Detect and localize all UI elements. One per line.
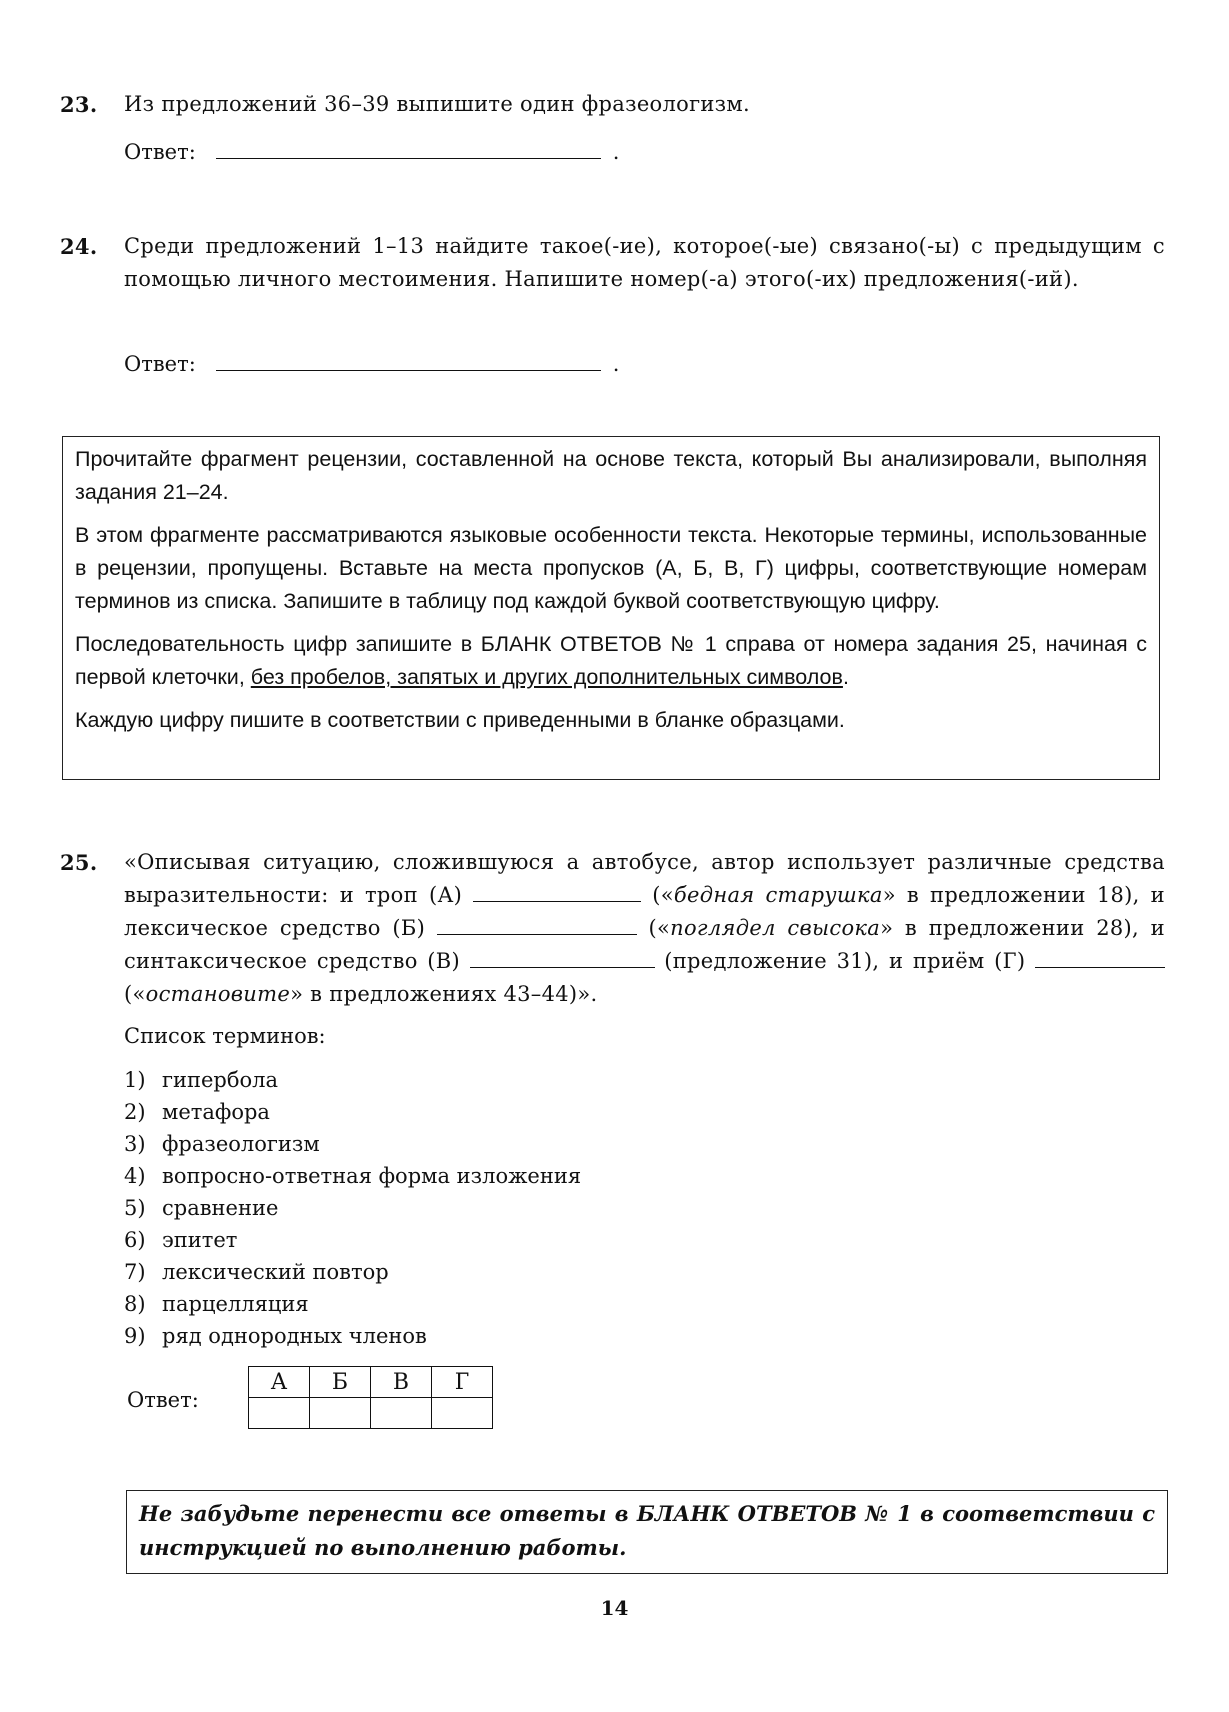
quote-open: («	[652, 883, 674, 907]
answer-cell[interactable]	[371, 1398, 432, 1429]
answer-label: Ответ:	[124, 352, 196, 376]
term-number: 9)	[124, 1324, 146, 1348]
instruction-paragraph	[75, 628, 1147, 694]
term-number: 3)	[124, 1132, 146, 1156]
page-number: 14	[600, 1596, 629, 1620]
term-number: 8)	[124, 1292, 146, 1316]
review-text: «Описывая ситуацию, сложившуюся а автобусе, автор использует различные средства выразительности: и троп (А)	[124, 850, 1165, 907]
answer-cell[interactable]	[432, 1398, 493, 1429]
gap-c[interactable]	[470, 949, 655, 968]
task-25	[60, 846, 1165, 1011]
list-item	[124, 1320, 581, 1352]
letter-cell: Г	[432, 1367, 493, 1398]
instruction-box	[62, 436, 1160, 780]
review-text: » в предложении 18), и лексическое средство (Б)	[124, 883, 1165, 940]
answer-label: Ответ:	[124, 140, 196, 164]
term-number: 5)	[124, 1196, 146, 1220]
term-number: 2)	[124, 1100, 146, 1124]
letter-cell: В	[371, 1367, 432, 1398]
quote-open: («	[124, 982, 146, 1006]
task-text: Среди предложений 1–13 найдите такое(-ие), которое(-ые) связано(-ы) с предыдущим с помощью личного местоимения. Напишите номер(-а) этого(-их) предложения(-ий).	[124, 234, 1165, 291]
task-23	[60, 88, 1165, 121]
term-text: вопросно-ответная форма изложения	[162, 1164, 582, 1188]
answer-line[interactable]	[216, 352, 601, 371]
instruction-paragraph: В этом фрагменте рассматриваются языковые особенности текста. Некоторые термины, использованные в рецензии, пропущены. Вставьте на места пропусков (А, Б, В, Г) цифры, соответствующие номерам терминов из списка. Запишите в таблицу под каждой буквой соответствующую цифру.	[75, 523, 1147, 613]
term-text: гипербола	[162, 1068, 279, 1092]
task-text	[124, 846, 1165, 1011]
review-text: » в предложениях 43–44)».	[290, 982, 598, 1006]
gap-d[interactable]	[1035, 949, 1165, 968]
quote-italic: поглядел свысока	[670, 916, 881, 940]
instruction-text-end: .	[842, 665, 849, 689]
list-item	[124, 1128, 581, 1160]
instruction-text: Последовательность цифр запишите в БЛАНК ОТВЕТОВ № 1 справа от номера задания 25, начиная с первой клеточки,	[75, 632, 1147, 689]
term-text: лексический повтор	[162, 1260, 389, 1284]
list-item	[124, 1256, 581, 1288]
gap-a[interactable]	[473, 883, 641, 902]
quote-open: («	[648, 916, 671, 940]
term-text: парцелляция	[162, 1292, 309, 1316]
term-number: 6)	[124, 1228, 146, 1252]
list-item	[124, 1288, 581, 1320]
list-item	[124, 1064, 581, 1096]
term-text: ряд однородных членов	[162, 1324, 427, 1348]
task-number: 24.	[60, 234, 98, 259]
term-text: эпитет	[162, 1228, 238, 1252]
list-item	[124, 1096, 581, 1128]
instruction-paragraph: Прочитайте фрагмент рецензии, составленной на основе текста, который Вы анализировали, выполняя задания 21–24.	[75, 447, 1147, 504]
term-number: 1)	[124, 1068, 146, 1092]
answer-label: Ответ:	[127, 1388, 199, 1412]
instruction-underlined: без пробелов, запятых и других дополнительных символов	[250, 665, 843, 689]
answer-cell[interactable]	[310, 1398, 371, 1429]
answer-period: .	[612, 140, 620, 164]
term-text: фразеологизм	[162, 1132, 320, 1156]
terms-list	[124, 1064, 581, 1352]
task-text: Из предложений 36–39 выпишите один фразеологизм.	[124, 92, 751, 116]
term-number: 4)	[124, 1164, 146, 1188]
gap-b[interactable]	[437, 916, 637, 935]
table-header-row	[249, 1367, 493, 1398]
instruction-paragraph: Каждую цифру пишите в соответствии с приведенными в бланке образцами.	[75, 708, 845, 732]
review-text: (предложение 31), и приём (Г)	[664, 949, 1026, 973]
answer-period: .	[612, 352, 620, 376]
review-text: » в предложении 28), и синтаксическое средство (В)	[124, 916, 1165, 973]
answer-cell[interactable]	[249, 1398, 310, 1429]
letter-cell: Б	[310, 1367, 371, 1398]
letter-cell: А	[249, 1367, 310, 1398]
term-text: метафора	[162, 1100, 270, 1124]
list-item	[124, 1224, 581, 1256]
term-text: сравнение	[162, 1196, 279, 1220]
quote-italic: бедная старушка	[673, 883, 883, 907]
task-24-answer[interactable]	[124, 352, 619, 376]
task-23-answer[interactable]	[124, 140, 619, 164]
table-row	[249, 1398, 493, 1429]
quote-italic: остановите	[145, 982, 291, 1006]
task-number: 25.	[60, 850, 98, 875]
terms-title: Список терминов:	[124, 1024, 326, 1048]
task-number: 23.	[60, 92, 98, 117]
task-24	[60, 230, 1165, 296]
list-item	[124, 1192, 581, 1224]
answer-table	[248, 1366, 493, 1429]
answer-line[interactable]	[216, 140, 601, 159]
list-item	[124, 1160, 581, 1192]
term-number: 7)	[124, 1260, 146, 1284]
reminder-box: Не забудьте перенести все ответы в БЛАНК ОТВЕТОВ № 1 в соответствии с инструкцией по выполнению работы.	[126, 1490, 1168, 1574]
